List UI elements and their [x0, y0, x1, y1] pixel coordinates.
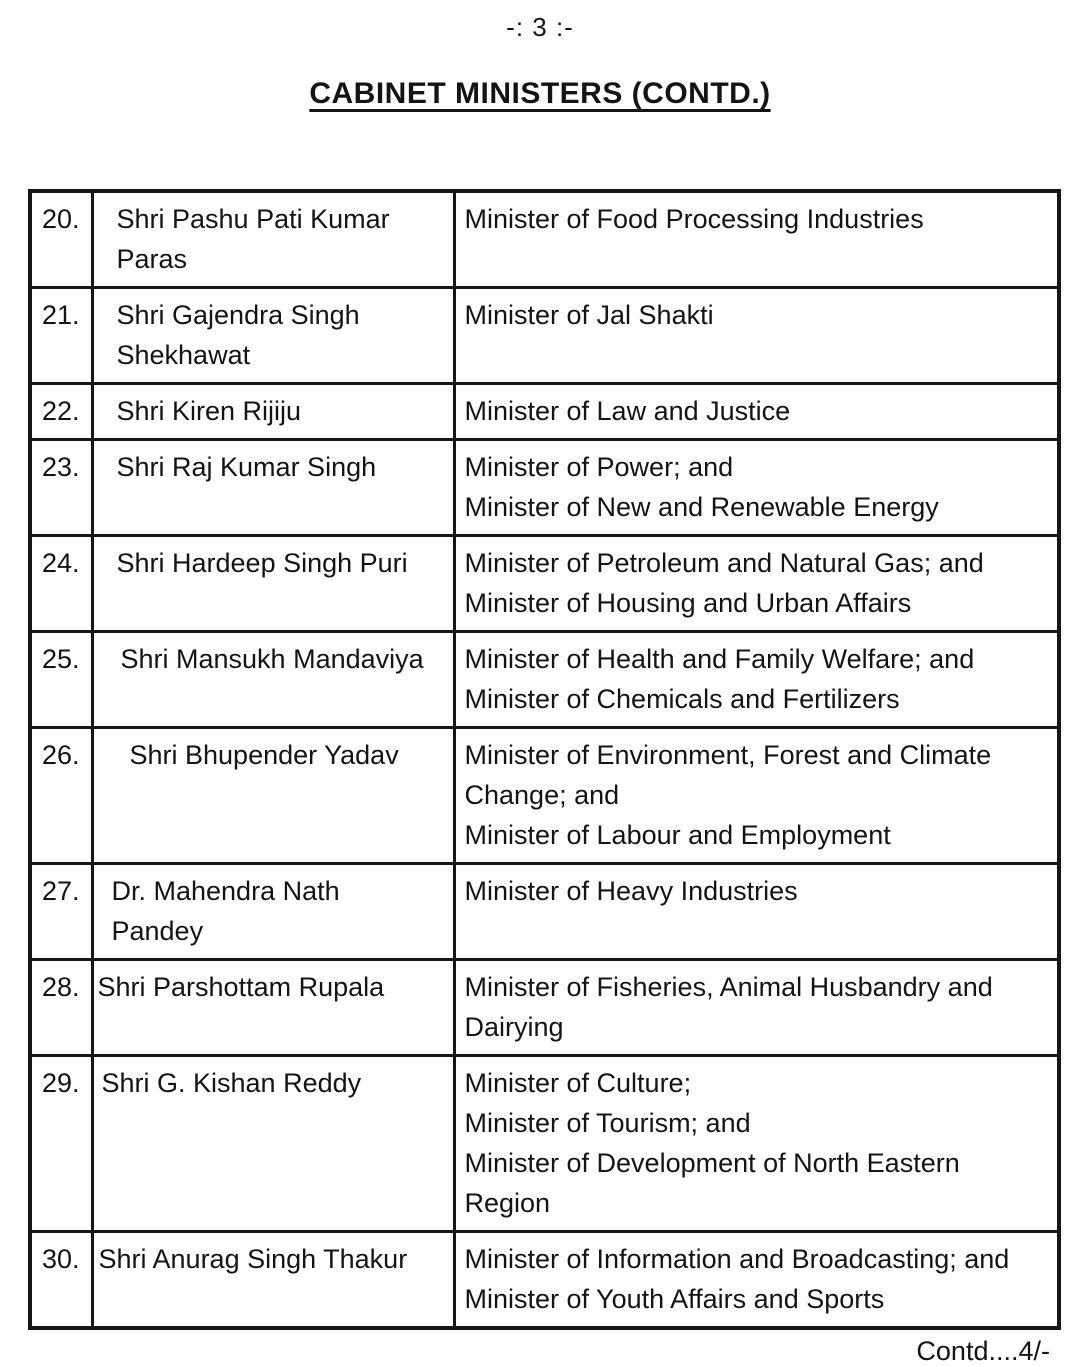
table-row — [30, 191, 1059, 288]
row-number-cell — [30, 384, 92, 440]
cell-text-line: Shri Anurag Singh Thakur — [98, 1244, 408, 1274]
portfolio-cell — [454, 191, 1059, 288]
portfolio-cell — [454, 728, 1059, 864]
portfolio-cell — [454, 632, 1059, 728]
cell-text-line: Minister of Food Processing Industries — [464, 204, 924, 234]
cell-text-line: Minister of Youth Affairs and Sports — [464, 1284, 885, 1314]
cell-text-line: 25. — [42, 644, 80, 674]
table-row — [30, 1232, 1059, 1329]
portfolio-cell — [454, 536, 1059, 632]
page-number: -: 3 :- — [506, 12, 574, 42]
continuation-note: Contd....4/- — [916, 1336, 1050, 1366]
cell-text-line: Shri Bhupender Yadav — [129, 740, 399, 770]
row-number-cell — [30, 728, 92, 864]
portfolio-cell — [454, 440, 1059, 536]
cell-text-line: 22. — [42, 396, 80, 426]
portfolio-cell — [454, 1056, 1059, 1232]
cell-text-line: Minister of Environment, Forest and Climate — [464, 740, 992, 770]
cell-text-line: Shri Raj Kumar Singh — [116, 452, 377, 482]
table-row — [30, 536, 1059, 632]
document-page — [0, 12, 1080, 1367]
cell-text-line: Shri Pashu Pati Kumar — [116, 204, 390, 234]
cell-text-line: Minister of Labour and Employment — [464, 820, 891, 850]
row-number-cell — [30, 288, 92, 384]
cell-text-line: 23. — [42, 452, 80, 482]
minister-name-cell — [92, 536, 454, 632]
row-number-cell — [30, 632, 92, 728]
table-row — [30, 632, 1059, 728]
cell-text-line: Minister of Power; and — [464, 452, 734, 482]
cell-text-line: Shri Kiren Rijiju — [116, 396, 302, 426]
cell-text-line: 20. — [42, 204, 80, 234]
cell-text-line: Dr. Mahendra Nath — [111, 876, 340, 906]
minister-name-cell — [92, 728, 454, 864]
cell-text-line: 30. — [42, 1244, 80, 1274]
portfolio-cell — [454, 960, 1059, 1056]
portfolio-cell — [454, 288, 1059, 384]
cell-text-line: Minister of Information and Broadcasting; and — [464, 1244, 1010, 1274]
row-number-cell — [30, 1232, 92, 1329]
ministers-table — [28, 189, 1061, 1330]
row-number-cell — [30, 440, 92, 536]
cell-text-line: Minister of Development of North Eastern — [464, 1148, 960, 1178]
cell-text-line: Minister of Law and Justice — [464, 396, 791, 426]
cell-text-line: Dairying — [464, 1012, 564, 1042]
cell-text-line: Shekhawat — [116, 340, 251, 370]
minister-name-cell — [92, 191, 454, 288]
cell-text-line: Pandey — [111, 916, 204, 946]
minister-name-cell — [92, 632, 454, 728]
cell-text-line: 21. — [42, 300, 80, 330]
cell-text-line: Paras — [116, 244, 188, 274]
cell-text-line: 27. — [42, 876, 80, 906]
minister-name-cell — [92, 440, 454, 536]
cell-text-line: Minister of New and Renewable Energy — [464, 492, 939, 522]
table-row — [30, 728, 1059, 864]
minister-name-cell — [92, 1056, 454, 1232]
cell-text-line: 26. — [42, 740, 80, 770]
cell-text-line: 29. — [42, 1068, 80, 1098]
cell-text-line: Minister of Chemicals and Fertilizers — [464, 684, 900, 714]
table-row — [30, 864, 1059, 960]
table-row — [30, 440, 1059, 536]
minister-name-cell — [92, 288, 454, 384]
table-row — [30, 960, 1059, 1056]
cell-text-line: Minister of Heavy Industries — [464, 876, 798, 906]
portfolio-cell — [454, 1232, 1059, 1329]
cell-text-line: Shri Hardeep Singh Puri — [116, 548, 408, 578]
cell-text-line: 28. — [42, 972, 80, 1002]
page-title: CABINET MINISTERS (CONTD.) — [309, 77, 771, 110]
row-number-cell — [30, 536, 92, 632]
row-number-cell — [30, 191, 92, 288]
cell-text-line: Minister of Petroleum and Natural Gas; and — [464, 548, 984, 578]
minister-name-cell — [92, 960, 454, 1056]
cell-text-line: Shri G. Kishan Reddy — [101, 1068, 362, 1098]
cell-text-line: Minister of Fisheries, Animal Husbandry and — [464, 972, 993, 1002]
table-row — [30, 384, 1059, 440]
row-number-cell — [30, 1056, 92, 1232]
row-number-cell — [30, 960, 92, 1056]
minister-name-cell — [92, 1232, 454, 1329]
cell-text-line: Shri Parshottam Rupala — [97, 972, 385, 1002]
ministers-table-body — [30, 191, 1059, 1328]
cell-text-line: 24. — [42, 548, 80, 578]
cell-text-line: Minister of Housing and Urban Affairs — [464, 588, 912, 618]
cell-text-line: Change; and — [464, 780, 620, 810]
table-row — [30, 288, 1059, 384]
cell-text-line: Shri Gajendra Singh — [116, 300, 360, 330]
row-number-cell — [30, 864, 92, 960]
cell-text-line: Minister of Health and Family Welfare; and — [464, 644, 975, 674]
cell-text-line: Minister of Jal Shakti — [464, 300, 714, 330]
minister-name-cell — [92, 864, 454, 960]
cell-text-line: Minister of Tourism; and — [464, 1108, 751, 1138]
cell-text-line: Region — [464, 1188, 551, 1218]
cell-text-line: Minister of Culture; — [464, 1068, 692, 1098]
cell-text-line: Shri Mansukh Mandaviya — [120, 644, 424, 674]
table-row — [30, 1056, 1059, 1232]
minister-name-cell — [92, 384, 454, 440]
portfolio-cell — [454, 864, 1059, 960]
portfolio-cell — [454, 384, 1059, 440]
